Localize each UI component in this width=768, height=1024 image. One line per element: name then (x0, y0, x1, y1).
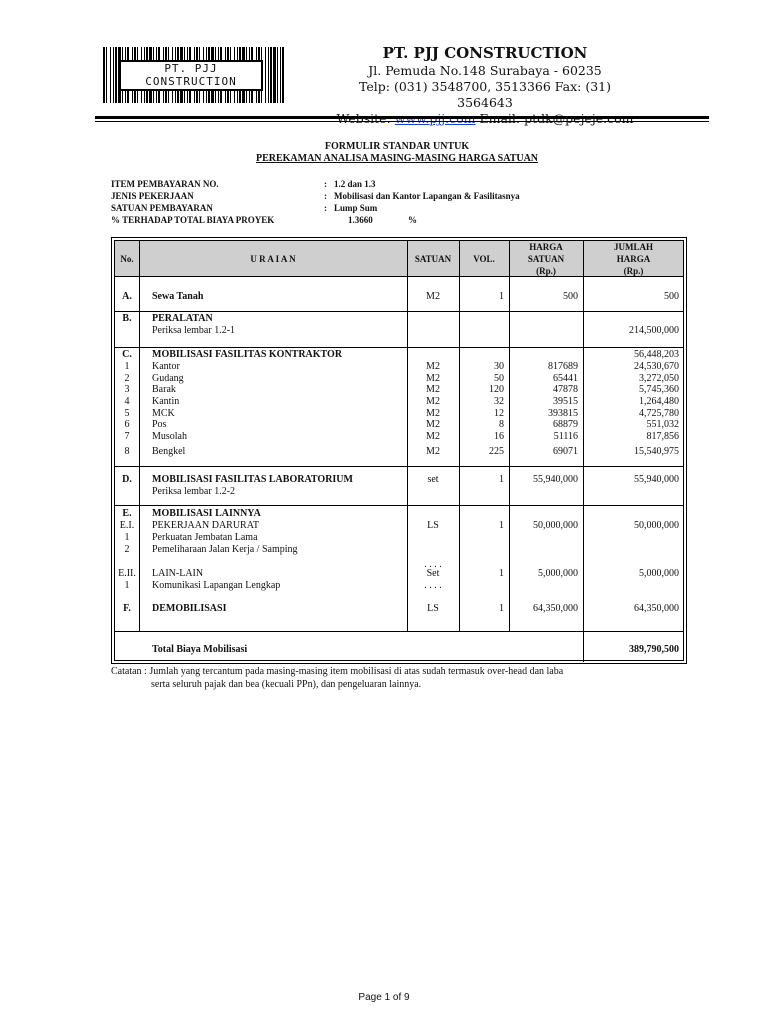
cell-satuan: M2 (426, 291, 440, 302)
cell-harga: 69071 (553, 446, 578, 457)
cell-satuan: LS (427, 520, 439, 531)
company-name: PT. PJJ CONSTRUCTION (382, 44, 588, 62)
cell-satuan: set (427, 474, 439, 485)
barcode-bar (277, 47, 278, 103)
company-info (335, 44, 635, 127)
cell-jumlah: 5,000,000 (639, 568, 679, 579)
cell-harga: 51116 (553, 431, 578, 442)
column-divider (459, 241, 460, 631)
note (111, 666, 563, 691)
cell-no: 1 (124, 532, 130, 543)
persen-value: 1.3660 (348, 215, 373, 225)
cell-harga: 817689 (548, 361, 578, 372)
column-divider (407, 241, 408, 631)
jenis-value: Mobilisasi dan Kantor Lapangan & Fasilitasnya (334, 191, 520, 201)
cell-satuan: M2 (426, 408, 440, 419)
cell-vol: 30 (494, 361, 504, 372)
form-title (240, 141, 554, 165)
persen-label: % TERHADAP TOTAL BIAYA PROYEK (111, 215, 275, 225)
satuan-value: Lump Sum (334, 203, 378, 213)
cell-no: 1 (124, 580, 130, 591)
cell-jumlah: 214,500,000 (629, 325, 679, 336)
header-jumlah-text: JUMLAH HARGA (Rp.) (614, 242, 653, 276)
section-divider (115, 466, 683, 467)
cell-jumlah: 551,032 (646, 419, 679, 430)
colon: : (324, 203, 327, 213)
section-divider (115, 505, 683, 506)
cell-no: E. (122, 508, 132, 519)
cell-uraian: Kantin (152, 396, 180, 407)
section-divider (115, 347, 683, 348)
cell-no: 1 (124, 361, 130, 372)
cell-no: 8 (124, 446, 130, 457)
cell-harga: 500 (563, 291, 578, 302)
column-divider (583, 241, 584, 662)
header-harga-text: HARGA SATUAN (Rp.) (527, 242, 565, 276)
analysis-table (111, 237, 687, 664)
colon: : (324, 191, 327, 201)
colon: : (324, 179, 327, 189)
cell-jumlah: 500 (664, 291, 679, 302)
form-title-line-2: PEREKAMAN ANALISA MASING-MASING HARGA SATUAN (255, 153, 539, 164)
cell-uraian: MCK (152, 408, 175, 419)
cell-uraian: Sewa Tanah (152, 291, 204, 302)
company-phone: Telp: (031) 3548700, 3513366 Fax: (31) 3564643 (359, 79, 611, 110)
cell-satuan: . . . . (424, 559, 442, 570)
total-value: 389,790,500 (629, 644, 679, 655)
note-line-2: serta seluruh pajak dan bea (kecuali PPn), dan pengeluaran lainnya. (151, 678, 422, 690)
cell-satuan: LS (427, 603, 439, 614)
cell-uraian: LAIN-LAIN (152, 568, 204, 579)
cell-no: 7 (124, 431, 130, 442)
cell-satuan: M2 (426, 446, 440, 457)
cell-no: 2 (124, 544, 130, 555)
form-title-line-1: FORMULIR STANDAR UNTUK (324, 141, 470, 152)
jenis-label: JENIS PEKERJAAN (111, 191, 194, 201)
cell-harga: 65441 (553, 373, 578, 384)
cell-no: E.I. (119, 520, 135, 531)
cell-jumlah: 64,350,000 (634, 603, 679, 614)
item-value: 1.2 dan 1.3 (334, 179, 376, 189)
header-harga-satuan (509, 241, 583, 277)
cell-satuan: M2 (426, 384, 440, 395)
cell-harga: 50,000,000 (533, 520, 578, 531)
cell-vol: 120 (489, 384, 504, 395)
persen-sign: % (408, 215, 417, 225)
cell-uraian: MOBILISASI FASILITAS KONTRAKTOR (152, 349, 343, 360)
cell-harga: 39515 (553, 396, 578, 407)
analysis-table-inner (114, 240, 684, 661)
cell-harga: 55,940,000 (533, 474, 578, 485)
cell-uraian: Periksa lembar 1.2-1 (152, 325, 236, 336)
cell-no: 4 (124, 396, 130, 407)
cell-no: 3 (124, 384, 130, 395)
barcode-bar (113, 47, 114, 103)
logo-text (119, 60, 263, 91)
cell-no: 2 (124, 373, 130, 384)
header-no: No. (120, 254, 134, 264)
cell-uraian: Pemeliharaan Jalan Kerja / Samping (152, 544, 298, 555)
cell-uraian: Barak (152, 384, 176, 395)
cell-jumlah: 55,940,000 (634, 474, 679, 485)
cell-uraian: PEKERJAAN DARURAT (152, 520, 259, 531)
cell-uraian: Gudang (152, 373, 184, 384)
company-address: Jl. Pemuda No.148 Surabaya - 60235 (368, 63, 602, 78)
cell-uraian: Pos (152, 419, 167, 430)
cell-vol: 50 (494, 373, 504, 384)
total-label: Total Biaya Mobilisasi (152, 644, 248, 655)
cell-satuan: M2 (426, 396, 440, 407)
cell-uraian: MOBILISASI FASILITAS LABORATORIUM (152, 474, 353, 485)
cell-uraian: PERALATAN (152, 313, 213, 324)
cell-jumlah: 56,448,203 (634, 349, 679, 360)
cell-no: B. (122, 313, 132, 324)
barcode-bar (280, 47, 281, 103)
cell-satuan: M2 (426, 373, 440, 384)
logo-line-1: PT. PJJ (164, 62, 218, 75)
header-uraian: U R A I A N (250, 254, 296, 264)
cell-no: 6 (124, 419, 130, 430)
header-jumlah-harga (583, 241, 684, 277)
cell-uraian: MOBILISASI LAINNYA (152, 508, 261, 519)
cell-vol: 16 (494, 431, 504, 442)
note-line-1: Catatan : Jumlah yang tercantum pada masing-masing item mobilisasi di atas sudah termasuk over-head dan laba (111, 666, 564, 677)
cell-uraian: Musolah (152, 431, 187, 442)
cell-no: 5 (124, 408, 130, 419)
cell-uraian: Perkuatan Jembatan Lama (152, 532, 258, 543)
cell-no: D. (122, 474, 132, 485)
page-number: Page 1 of 9 (358, 992, 410, 1003)
cell-satuan: . . . . (424, 580, 442, 591)
cell-vol: 12 (494, 408, 504, 419)
cell-harga: 68879 (553, 419, 578, 430)
cell-vol: 1 (499, 291, 504, 302)
column-divider (139, 241, 140, 631)
cell-uraian: Periksa lembar 1.2-2 (152, 486, 236, 497)
item-label: ITEM PEMBAYARAN NO. (111, 179, 219, 189)
header-vol: VOL. (473, 254, 495, 264)
cell-vol: 1 (499, 474, 504, 485)
cell-vol: 1 (499, 603, 504, 614)
cell-jumlah: 15,540,975 (634, 446, 679, 457)
header-satuan: SATUAN (414, 254, 452, 264)
cell-vol: 1 (499, 520, 504, 531)
cell-satuan: M2 (426, 361, 440, 372)
cell-harga: 393815 (548, 408, 578, 419)
header-rule-thick (95, 116, 709, 119)
satuan-label: SATUAN PEMBAYARAN (111, 203, 213, 213)
header-rule-thin (95, 121, 709, 122)
section-divider (115, 631, 683, 632)
cell-no: E.II. (118, 568, 136, 579)
cell-satuan: M2 (426, 419, 440, 430)
barcode-bar (282, 47, 284, 103)
company-web-line (335, 111, 635, 127)
barcode-bar (115, 47, 117, 103)
cell-jumlah: 50,000,000 (634, 520, 679, 531)
cell-satuan: Set (426, 568, 440, 579)
cell-jumlah: 4,725,780 (639, 408, 679, 419)
barcode-bar (268, 47, 269, 103)
cell-harga: 47878 (553, 384, 578, 395)
cell-no: A. (122, 291, 132, 302)
barcode-bar (265, 47, 266, 103)
cell-harga: 64,350,000 (533, 603, 578, 614)
section-divider (115, 311, 683, 312)
barcode-bar (270, 47, 272, 103)
cell-vol: 32 (494, 396, 504, 407)
barcode-bar (103, 47, 105, 103)
cell-uraian: Kantor (152, 361, 180, 372)
cell-jumlah: 3,272,050 (639, 373, 679, 384)
cell-vol: 1 (499, 568, 504, 579)
cell-no: C. (122, 349, 132, 360)
company-logo (103, 47, 285, 103)
cell-uraian: Bengkel (152, 446, 186, 457)
cell-jumlah: 817,856 (646, 431, 679, 442)
cell-jumlah: 5,745,360 (639, 384, 679, 395)
cell-jumlah: 1,264,480 (639, 396, 679, 407)
barcode-bar (273, 47, 276, 103)
cell-vol: 8 (499, 419, 504, 430)
logo-line-2: CONSTRUCTION (145, 75, 237, 88)
cell-jumlah: 24,530,670 (634, 361, 679, 372)
cell-no: F. (123, 603, 131, 614)
cell-uraian: DEMOBILISASI (152, 603, 227, 614)
cell-uraian: Komunikasi Lapangan Lengkap (152, 580, 281, 591)
barcode-bar (110, 47, 111, 103)
cell-satuan: M2 (426, 431, 440, 442)
cell-vol: 225 (489, 446, 504, 457)
cell-harga: 5,000,000 (538, 568, 578, 579)
column-divider (509, 241, 510, 631)
barcode-bar (106, 47, 107, 103)
